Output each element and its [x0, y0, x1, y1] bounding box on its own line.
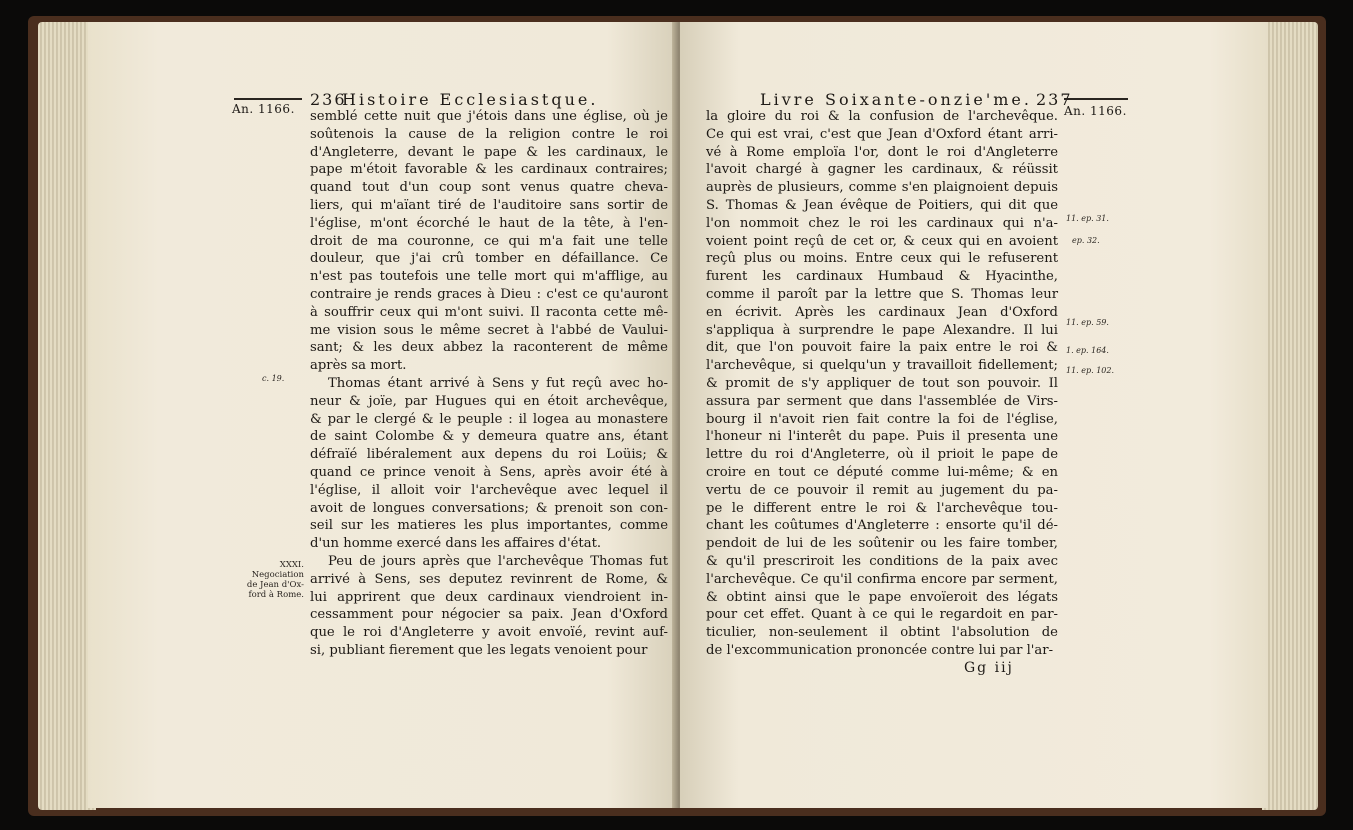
text-line: seil sur les matieres les plus importantes, comme [310, 518, 668, 534]
year-label: An. 1166. [232, 102, 295, 116]
text-line: sant; & les deux abbez la raconterent de même [310, 340, 668, 356]
text-line: neur & joïe, par Hugues qui en étoit archevêque, [310, 393, 668, 409]
running-title: Histoire Ecclesiastque. [342, 90, 599, 109]
text-line: bourg il n'avoit rien fait contre la foi de l'église, [706, 411, 1058, 427]
text-line: la gloire du roi & la confusion de l'archevêque. [706, 109, 1058, 124]
text-line: n'est pas toutefois une telle mort qui m'afflige, au [310, 269, 668, 285]
text-line: vé à Rome emploïa l'or, dont le roi d'Angleterre [706, 144, 1058, 160]
text-line: l'archevêque, si quelqu'un y travailloit fidellement; [706, 358, 1058, 374]
text-line: à souffrir ceux qui m'ont suivi. Il raconta cette mê- [310, 304, 668, 320]
text-line: chant les coûtumes d'Angleterre : ensorte qu'il dé- [706, 518, 1058, 534]
text-line: s'appliqua à surprendre le pape Alexandre. Il lui [706, 322, 1058, 338]
margin-note: 11. ep. 59. [1066, 318, 1109, 327]
margin-section-note [236, 560, 304, 600]
margin-section-line: ford à Rome. [248, 590, 304, 600]
text-line: auprès de plusieurs, comme s'en plaignoient depuis [706, 180, 1058, 196]
margin-section-line: Negociation [251, 570, 304, 580]
text-line: arrivé à Sens, ses deputez revinrent de Rome, & [310, 571, 668, 587]
text-line: pe le different entre le roi & l'archevêque tou- [706, 500, 1058, 516]
text-line: vertu de ce pouvoir il remit au jugement du pa- [706, 482, 1058, 498]
text-line: & qu'il prescriroit les conditions de la paix avec [706, 553, 1058, 569]
text-line: soûtenois la cause de la religion contre le roi [310, 126, 668, 142]
text-line: assura par serment que dans l'assemblée de Virs- [706, 393, 1058, 409]
margin-note: 11. ep. 102. [1066, 366, 1115, 375]
margin-note: 11. ep. 31. [1066, 214, 1109, 223]
text-line: & promit de s'y appliquer de tout son pouvoir. Il [706, 375, 1058, 391]
text-line: défraïé libéralement aux depens du roi Loüis; & [310, 447, 668, 463]
text-line: avoit de longues conversations; & prenoit son con- [310, 500, 668, 516]
text-line: & obtint ainsi que le pape envoïeroit des légats [706, 589, 1058, 605]
left-page [88, 22, 678, 808]
text-line: en écrivit. Après les cardinaux Jean d'Oxford [706, 304, 1058, 320]
right-page [680, 22, 1268, 808]
page-number: 236 [310, 90, 347, 109]
text-line: l'archevêque. Ce qu'il confirma encore par serment, [706, 571, 1058, 587]
text-line: l'église, m'ont écorché le haut de la tête, à l'en- [310, 215, 668, 231]
text-line: semblé cette nuit que j'étois dans une église, où je [310, 109, 668, 124]
text-line: pendoit de lui de les soûtenir ou les faire tomber, [706, 536, 1058, 552]
text-line: lettre du roi d'Angleterre, où il prioit le pape de [706, 447, 1058, 463]
text-line: quand tout d'un coup sont venus quatre cheva- [310, 180, 668, 196]
text-line: & par le clergé & le peuple : il logea au monastere [310, 411, 668, 427]
year-rule [234, 98, 302, 100]
text-line: S. Thomas & Jean évêque de Poitiers, qui dit que [706, 197, 1058, 213]
text-line: que le roi d'Angleterre y avoit envoïé, revint auf- [310, 625, 668, 641]
text-line: croire en tout ce député comme lui-même; & en [706, 464, 1058, 480]
text-line: l'on nommoit chez le roi les cardinaux qui n'a- [706, 215, 1058, 231]
text-line: contraire je rends graces à Dieu : c'est ce qu'auront [310, 286, 668, 302]
text-line: l'église, il alloit voir l'archevêque avec lequel il [310, 482, 668, 498]
text-line: dit, que l'on pouvoit faire la paix entre le roi & [706, 340, 1058, 356]
text-line: furent les cardinaux Humbaud & Hyacinthe, [706, 269, 1058, 285]
text-line: me vision sous le même secret à l'abbé de Vaului- [310, 322, 668, 338]
text-line: l'honeur ni l'interêt du pape. Puis il presenta une [706, 429, 1058, 445]
text-line: reçû plus ou moins. Entre ceux qui le refuserent [706, 251, 1058, 267]
text-line: lui apprirent que deux cardinaux viendroient in- [310, 589, 668, 605]
text-line: douleur, que j'ai crû tomber en défaillance. Ce [310, 251, 668, 267]
year-rule [1064, 98, 1128, 100]
text-line: droit de ma couronne, ce qui m'a fait une telle [310, 233, 668, 249]
text-line: comme il paroît par la lettre que S. Thomas leur [706, 286, 1058, 302]
text-line: d'Angleterre, devant le pape & les cardinaux, le [310, 144, 668, 160]
text-line: voient point reçû de cet or, & ceux qui en avoient [706, 233, 1058, 249]
left-text-block [310, 108, 668, 660]
margin-note-ref: c. 19. [262, 374, 285, 383]
text-line: de l'excommunication prononcée contre lui par l'ar- [706, 642, 1054, 658]
text-line: liers, qui m'aïant tiré de l'auditoire sans sortir de [310, 197, 668, 213]
margin-note: ep. 32. [1072, 236, 1100, 245]
text-line: de saint Colombe & y demeura quatre ans, étant [310, 429, 668, 445]
year-label: An. 1166. [1064, 104, 1127, 118]
text-line: l'avoit chargé à gagner les cardinaux, & réüssit [706, 162, 1058, 178]
page-number: 237 [1036, 90, 1073, 109]
page-edges-right [1262, 22, 1318, 810]
margin-section-line: de Jean d'Ox- [246, 580, 304, 590]
text-line: après sa mort. [310, 358, 407, 374]
text-line: pour cet effet. Quant à ce qui le regardoit en par- [706, 607, 1058, 623]
text-line: Thomas étant arrivé à Sens y fut reçû avec ho- [328, 375, 668, 391]
signature-mark: Gg iij [964, 660, 1014, 676]
running-title: Livre Soixante-onzie'me. [760, 90, 1032, 109]
text-line: cessamment pour négocier sa paix. Jean d'Oxford [310, 607, 668, 623]
text-line: quand ce prince venoit à Sens, après avoir été à [310, 464, 668, 480]
text-line: Peu de jours après que l'archevêque Thomas fut [328, 553, 668, 569]
text-line: pape m'étoit favorable & les cardinaux contraires; [310, 162, 668, 178]
text-line: d'un homme exercé dans les affaires d'état. [310, 536, 602, 552]
text-line: Ce qui est vrai, c'est que Jean d'Oxford étant arri- [706, 126, 1058, 142]
margin-section-line: XXXI. [279, 560, 304, 570]
margin-note: 1. ep. 164. [1066, 346, 1109, 355]
right-text-block [706, 108, 1058, 660]
text-line: ticulier, non-seulement il obtint l'absolution de [706, 625, 1058, 641]
text-line: si, publiant fierement que les legats venoient pour [310, 642, 648, 658]
